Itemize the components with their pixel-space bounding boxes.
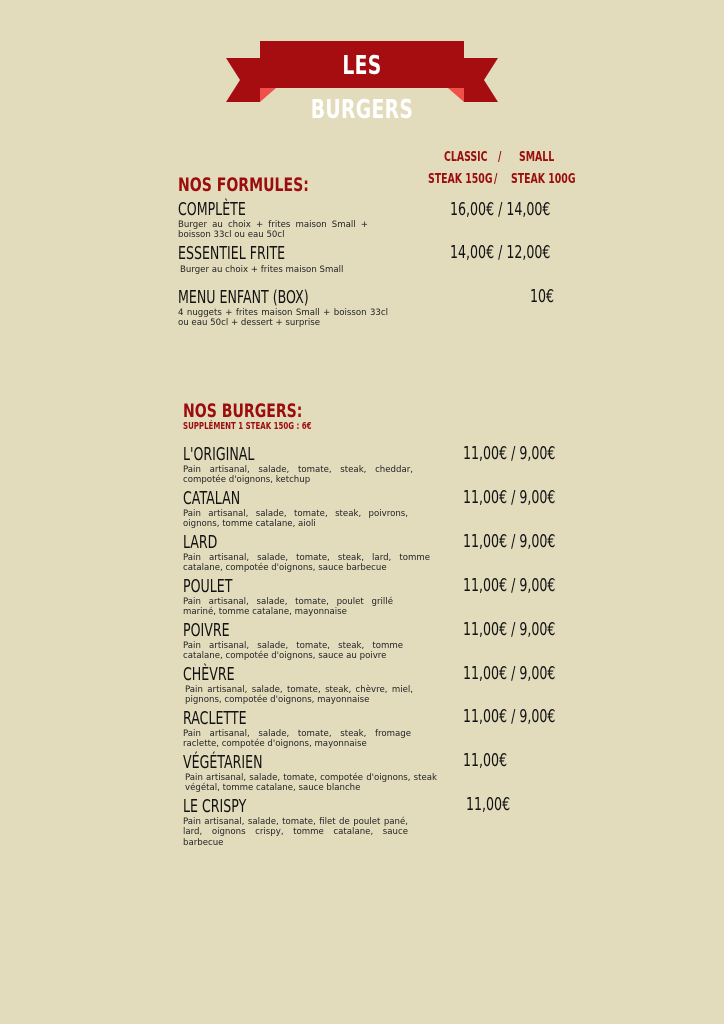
column-steak-small: STEAK 100G — [511, 172, 576, 187]
formule-price-enfant: 10€ — [530, 286, 555, 307]
formule-name-enfant: MENU ENFANT (BOX) — [178, 287, 309, 308]
burger-name-lard: LARD — [183, 532, 218, 553]
formule-desc-complete: Burger au choix + frites maison Small + boisson 33cl ou eau 50cl — [178, 220, 368, 241]
burger-name-poulet: POULET — [183, 576, 233, 597]
title-banner — [226, 40, 498, 125]
burger-desc-chevre: Pain artisanal, salade, tomate, steak, chèvre, miel, pignons, compotée d'oignons, mayonnaise — [185, 685, 413, 706]
burger-name-original: L'ORIGINAL — [183, 444, 255, 465]
formule-name-essentiel: ESSENTIEL FRITE — [178, 243, 286, 264]
column-steak-classic: STEAK 150G — [428, 172, 493, 187]
burger-price-raclette: 11,00€ / 9,00€ — [463, 706, 556, 727]
burger-price-lard: 11,00€ / 9,00€ — [463, 531, 556, 552]
formule-price-essentiel: 14,00€ / 12,00€ — [450, 242, 551, 263]
banner-title: LES BURGERS — [310, 51, 414, 125]
formule-desc-essentiel: Burger au choix + frites maison Small — [180, 265, 344, 275]
formule-desc-enfant: 4 nuggets + frites maison Small + boisson 33cl ou eau 50cl + dessert + surprise — [178, 308, 388, 329]
burger-desc-poivre: Pain artisanal, salade, tomate, steak, tomme catalane, compotée d'oignons, sauce au poivre — [183, 641, 403, 662]
burger-price-poulet: 11,00€ / 9,00€ — [463, 575, 556, 596]
burger-price-crispy: 11,00€ — [466, 794, 511, 815]
burger-name-raclette: RACLETTE — [183, 708, 247, 729]
burgers-supplement: SUPPLÉMENT 1 STEAK 150G : 6€ — [183, 421, 312, 432]
burger-desc-crispy: Pain artisanal, salade, tomate, filet de poulet pané, lard, oignons crispy, tomme catalane, sauce barbecue — [183, 817, 408, 848]
column-separator-2: / — [494, 172, 498, 187]
burger-name-vegetarien: VÉGÉTARIEN — [183, 752, 263, 773]
column-small: SMALL — [519, 150, 555, 165]
burger-desc-raclette: Pain artisanal, salade, tomate, steak, fromage raclette, compotée d'oignons, mayonnaise — [183, 729, 411, 750]
column-separator: / — [498, 150, 502, 165]
burger-price-poivre: 11,00€ / 9,00€ — [463, 619, 556, 640]
burger-name-chevre: CHÈVRE — [183, 664, 235, 685]
burger-price-chevre: 11,00€ / 9,00€ — [463, 663, 556, 684]
column-classic: CLASSIC — [444, 150, 488, 165]
burger-desc-original: Pain artisanal, salade, tomate, steak, cheddar, compotée d'oignons, ketchup — [183, 465, 413, 486]
burger-price-vegetarien: 11,00€ — [463, 750, 508, 771]
burger-desc-poulet: Pain artisanal, salade, tomate, poulet grillé mariné, tomme catalane, mayonnaise — [183, 597, 393, 618]
burger-name-catalan: CATALAN — [183, 488, 241, 509]
burger-desc-lard: Pain artisanal, salade, tomate, steak, lard, tomme catalane, compotée d'oignons, sauce barbecue — [183, 553, 430, 574]
formules-title: NOS FORMULES: — [178, 174, 309, 196]
burger-desc-vegetarien: Pain artisanal, salade, tomate, compotée d'oignons, steak végétal, tomme catalane, sauce blanche — [185, 773, 437, 794]
burger-name-crispy: LE CRISPY — [183, 796, 247, 817]
burger-desc-catalan: Pain artisanal, salade, tomate, steak, poivrons, oignons, tomme catalane, aioli — [183, 509, 408, 530]
formule-name-complete: COMPLÈTE — [178, 199, 246, 220]
formule-price-complete: 16,00€ / 14,00€ — [450, 199, 551, 220]
burger-price-catalan: 11,00€ / 9,00€ — [463, 487, 556, 508]
burger-name-poivre: POIVRE — [183, 620, 230, 641]
burger-price-original: 11,00€ / 9,00€ — [463, 443, 556, 464]
burgers-title: NOS BURGERS: — [183, 400, 303, 422]
